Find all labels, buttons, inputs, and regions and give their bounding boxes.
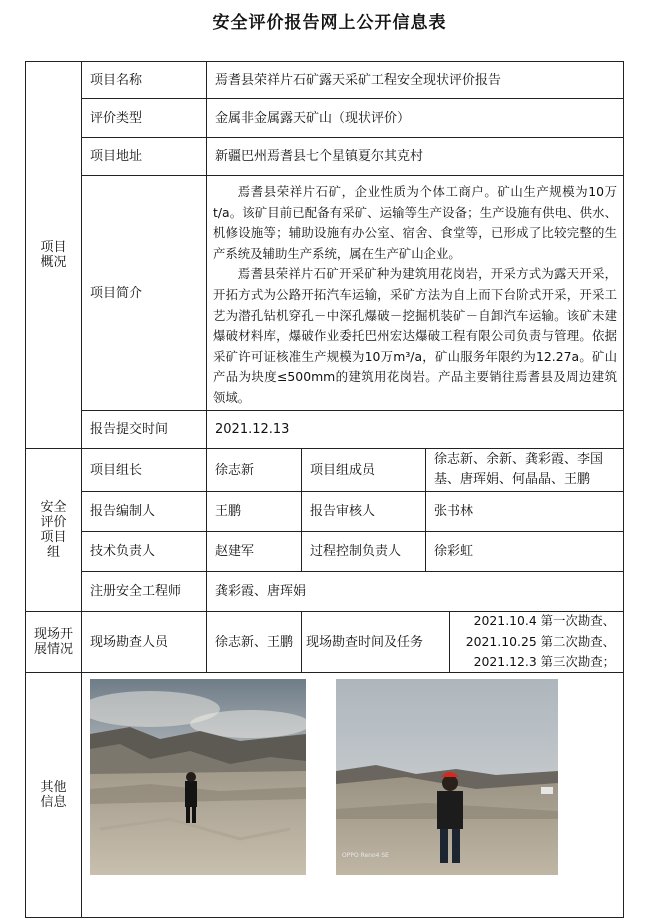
eval-type-value: 金属非金属露天矿山（现状评价） (206, 98, 624, 138)
section-other (25, 672, 82, 918)
address-value: 新疆巴州焉耆县七个星镇夏尔其克村 (206, 137, 624, 176)
site-staff-value: 徐志新、王鹏 (206, 611, 302, 673)
author-value: 王鹏 (206, 491, 302, 532)
quarry-photo-2-image (336, 679, 558, 875)
section-other-label: 其他信息 (40, 780, 67, 810)
process-control-label: 过程控制负责人 (301, 531, 426, 572)
author-label: 报告编制人 (81, 491, 207, 532)
site-photo-1 (90, 679, 306, 875)
intro-paragraph-1: 焉耆县荣祥片石矿，企业性质为个体工商户。矿山生产规模为10万t/a。该矿目前已配备有采矿、运输等生产设备；生产设施有供电、供水、机修设施等；辅助设施有办公室、宿舍、食堂等，已形成了比较完整的生产系统及辅助生产系统，属在生产矿山企业。 (213, 184, 617, 261)
site-photo-2 (336, 679, 558, 875)
section-team (25, 448, 82, 612)
quarry-photo-1-image (90, 679, 306, 875)
tech-lead-value: 赵建军 (206, 531, 302, 572)
section-site-label: 现场开展情况 (33, 627, 73, 657)
reviewer-label: 报告审核人 (301, 491, 426, 532)
safety-engineer-value: 龚彩霞、唐珲娟 (206, 571, 624, 612)
safety-engineer-label: 注册安全工程师 (81, 571, 207, 612)
section-overview-label: 项目概况 (40, 240, 67, 270)
page-title: 安全评价报告网上公开信息表 (212, 13, 447, 33)
leader-value: 徐志新 (206, 448, 302, 492)
site-visit-2: 2021.10.25 第二次勘查、 (465, 633, 615, 649)
submit-date-label: 报告提交时间 (81, 410, 207, 449)
site-visits (449, 611, 624, 673)
eval-type-label: 评价类型 (81, 98, 207, 138)
project-name-value: 焉耆县荣祥片石矿露天采矿工程安全现状评价报告 (206, 61, 624, 99)
leader-label: 项目组长 (81, 448, 207, 492)
photo-watermark: OPPO Reno4 SE (342, 852, 389, 859)
members-label: 项目组成员 (301, 448, 426, 492)
intro-label: 项目简介 (81, 175, 207, 411)
reviewer-value: 张书林 (425, 491, 624, 532)
project-name-label: 项目名称 (81, 61, 207, 99)
section-team-label: 安全评价项目组 (40, 500, 67, 560)
section-site (25, 611, 82, 673)
process-control-value: 徐彩虹 (425, 531, 624, 572)
intro-paragraph-2: 焉耆县荣祥片石矿开采矿种为建筑用花岗岩，开采方式为露天开采，开拓方式为公路开拓汽车运输，采矿方法为自上而下台阶式开采，开采工艺为潜孔钻机穿孔－中深孔爆破－挖掘机装矿－自卸汽车运输。该矿未建爆破材料库，爆破作业委托巴州宏达爆破工程有限公司负责与管理。依据采矿许可证核准生产规模为10万m³/a，矿山服务年限约为12.27a。矿山产品为块度≤500mm的建筑用花岗岩。产品主要销往焉耆县及周边建筑领域。 (213, 266, 617, 405)
submit-date-value: 2021.12.13 (206, 410, 624, 449)
tech-lead-label: 技术负责人 (81, 531, 207, 572)
intro-text (206, 175, 624, 411)
address-label: 项目地址 (81, 137, 207, 176)
site-time-label: 现场勘查时间及任务 (301, 611, 450, 673)
members-value: 徐志新、余新、龚彩霞、李国基、唐珲娟、何晶晶、王鹏 (425, 448, 624, 492)
site-visit-3: 2021.12.3 第三次勘查； (473, 654, 615, 670)
site-staff-label: 现场勘查人员 (81, 611, 207, 673)
section-overview (25, 61, 82, 449)
site-visit-1: 2021.10.4 第一次勘查、 (473, 613, 615, 629)
